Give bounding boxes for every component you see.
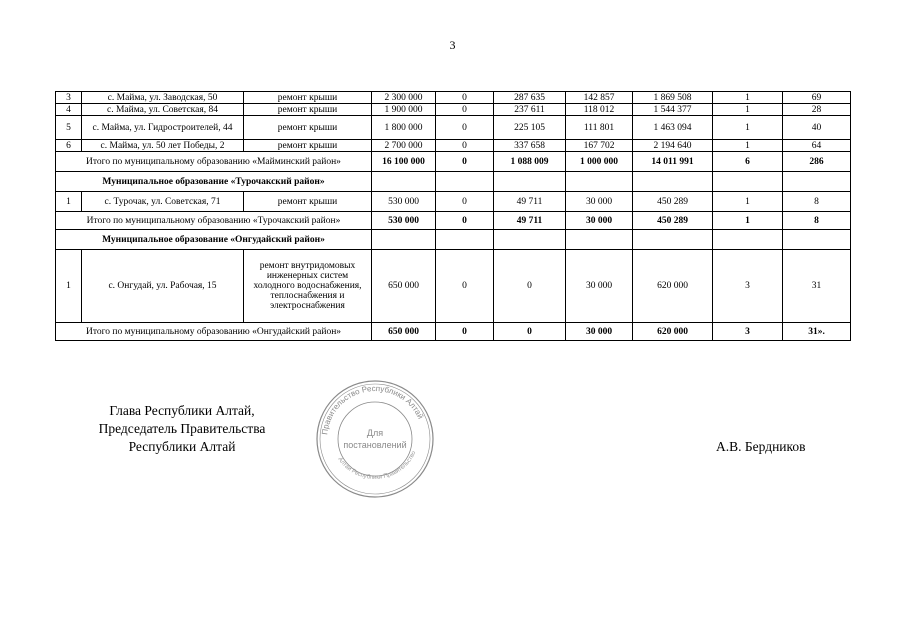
value-cell: 620 000 bbox=[633, 323, 713, 341]
value-cell: 1 463 094 bbox=[633, 116, 713, 140]
table-row bbox=[56, 92, 851, 104]
value-cell: 31 bbox=[783, 250, 851, 323]
value-cell: 30 000 bbox=[566, 192, 633, 212]
position-line: Глава Республики Алтай, bbox=[109, 403, 255, 418]
value-cell: 30 000 bbox=[566, 212, 633, 230]
value-cell: 225 105 bbox=[494, 116, 566, 140]
value-cell: 0 bbox=[436, 140, 494, 152]
value-cell: 167 702 bbox=[566, 140, 633, 152]
value-cell: 30 000 bbox=[566, 250, 633, 323]
work-type-cell: ремонт крыши bbox=[244, 104, 372, 116]
value-cell: 0 bbox=[436, 192, 494, 212]
seal-center-line: Для bbox=[366, 428, 384, 438]
row-number: 3 bbox=[56, 92, 82, 104]
row-number: 6 bbox=[56, 140, 82, 152]
value-cell: 142 857 bbox=[566, 92, 633, 104]
value-cell: 287 635 bbox=[494, 92, 566, 104]
value-cell: 0 bbox=[436, 250, 494, 323]
value-cell: 111 801 bbox=[566, 116, 633, 140]
value-cell: 1 bbox=[713, 140, 783, 152]
value-cell: 0 bbox=[494, 250, 566, 323]
row-number: 5 bbox=[56, 116, 82, 140]
value-cell: 8 bbox=[783, 212, 851, 230]
value-cell: 16 100 000 bbox=[372, 152, 436, 172]
work-type-cell: ремонт крыши bbox=[244, 92, 372, 104]
total-label: Итого по муниципальному образованию «Майминский район» bbox=[56, 152, 372, 172]
value-cell: 49 711 bbox=[494, 212, 566, 230]
value-cell: 1 bbox=[713, 104, 783, 116]
value-cell: 650 000 bbox=[372, 323, 436, 341]
value-cell: 237 611 bbox=[494, 104, 566, 116]
value-cell: 0 bbox=[436, 104, 494, 116]
value-cell: 286 bbox=[783, 152, 851, 172]
section-heading-row bbox=[56, 230, 851, 250]
value-cell: 450 289 bbox=[633, 192, 713, 212]
total-label: Итого по муниципальному образованию «Онгудайский район» bbox=[56, 323, 372, 341]
value-cell: 0 bbox=[436, 152, 494, 172]
section-heading-row bbox=[56, 172, 851, 192]
value-cell: 1 900 000 bbox=[372, 104, 436, 116]
value-cell: 6 bbox=[713, 152, 783, 172]
value-cell: 14 011 991 bbox=[633, 152, 713, 172]
address-cell: с. Турочак, ул. Советская, 71 bbox=[82, 192, 244, 212]
value-cell: 31». bbox=[783, 323, 851, 341]
total-row bbox=[56, 323, 851, 341]
value-cell: 1 bbox=[713, 192, 783, 212]
value-cell: 2 194 640 bbox=[633, 140, 713, 152]
value-cell: 64 bbox=[783, 140, 851, 152]
section-heading: Муниципальное образование «Турочакский район» bbox=[56, 172, 372, 192]
seal-ring-text: Правительство Республики Алтай bbox=[320, 383, 426, 436]
value-cell: 30 000 bbox=[566, 323, 633, 341]
value-cell: 69 bbox=[783, 92, 851, 104]
value-cell: 1 088 009 bbox=[494, 152, 566, 172]
value-cell: 2 300 000 bbox=[372, 92, 436, 104]
value-cell: 3 bbox=[713, 323, 783, 341]
value-cell: 0 bbox=[436, 323, 494, 341]
table-row bbox=[56, 192, 851, 212]
row-number: 1 bbox=[56, 250, 82, 323]
value-cell: 0 bbox=[436, 212, 494, 230]
value-cell: 118 012 bbox=[566, 104, 633, 116]
address-cell: с. Майма, ул. Заводская, 50 bbox=[82, 92, 244, 104]
value-cell: 1 800 000 bbox=[372, 116, 436, 140]
work-type-cell: ремонт внутридомовых инженерных систем холодного водоснабжения, теплоснабжения и электроснабжения bbox=[244, 250, 372, 323]
signatory-position bbox=[82, 402, 282, 456]
work-type-cell: ремонт крыши bbox=[244, 116, 372, 140]
value-cell: 1 544 377 bbox=[633, 104, 713, 116]
signatory-name: А.В. Бердников bbox=[716, 439, 806, 454]
address-cell: с. Майма, ул. Гидростроителей, 44 bbox=[82, 116, 244, 140]
seal-bottom-text: Алтай Республики Правительство bbox=[336, 450, 418, 481]
table-row bbox=[56, 140, 851, 152]
value-cell: 650 000 bbox=[372, 250, 436, 323]
value-cell: 337 658 bbox=[494, 140, 566, 152]
value-cell: 1 bbox=[713, 116, 783, 140]
section-heading: Муниципальное образование «Онгудайский район» bbox=[56, 230, 372, 250]
value-cell: 49 711 bbox=[494, 192, 566, 212]
value-cell: 0 bbox=[436, 92, 494, 104]
seal-center-line: постановлений bbox=[343, 440, 407, 450]
value-cell: 0 bbox=[494, 323, 566, 341]
value-cell: 8 bbox=[783, 192, 851, 212]
position-line: Председатель Правительства bbox=[98, 421, 266, 436]
value-cell: 2 700 000 bbox=[372, 140, 436, 152]
total-row bbox=[56, 212, 851, 230]
total-row bbox=[56, 152, 851, 172]
position-line: Республики Алтай bbox=[128, 439, 236, 454]
official-seal bbox=[314, 378, 436, 500]
page-number: 3 bbox=[449, 38, 456, 52]
work-type-cell: ремонт крыши bbox=[244, 140, 372, 152]
table-row bbox=[56, 250, 851, 323]
value-cell: 530 000 bbox=[372, 192, 436, 212]
total-label: Итого по муниципальному образованию «Турочакский район» bbox=[56, 212, 372, 230]
value-cell: 530 000 bbox=[372, 212, 436, 230]
table-row bbox=[56, 116, 851, 140]
work-type-cell: ремонт крыши bbox=[244, 192, 372, 212]
value-cell: 40 bbox=[783, 116, 851, 140]
program-table bbox=[55, 91, 851, 341]
value-cell: 28 bbox=[783, 104, 851, 116]
address-cell: с. Онгудай, ул. Рабочая, 15 bbox=[82, 250, 244, 323]
table-row bbox=[56, 104, 851, 116]
value-cell: 1 bbox=[713, 212, 783, 230]
value-cell: 3 bbox=[713, 250, 783, 323]
address-cell: с. Майма, ул. 50 лет Победы, 2 bbox=[82, 140, 244, 152]
value-cell: 1 000 000 bbox=[566, 152, 633, 172]
value-cell: 620 000 bbox=[633, 250, 713, 323]
value-cell: 1 869 508 bbox=[633, 92, 713, 104]
seal-center-ring bbox=[338, 402, 412, 476]
value-cell: 0 bbox=[436, 116, 494, 140]
value-cell: 450 289 bbox=[633, 212, 713, 230]
value-cell: 1 bbox=[713, 92, 783, 104]
row-number: 1 bbox=[56, 192, 82, 212]
row-number: 4 bbox=[56, 104, 82, 116]
address-cell: с. Майма, ул. Советская, 84 bbox=[82, 104, 244, 116]
